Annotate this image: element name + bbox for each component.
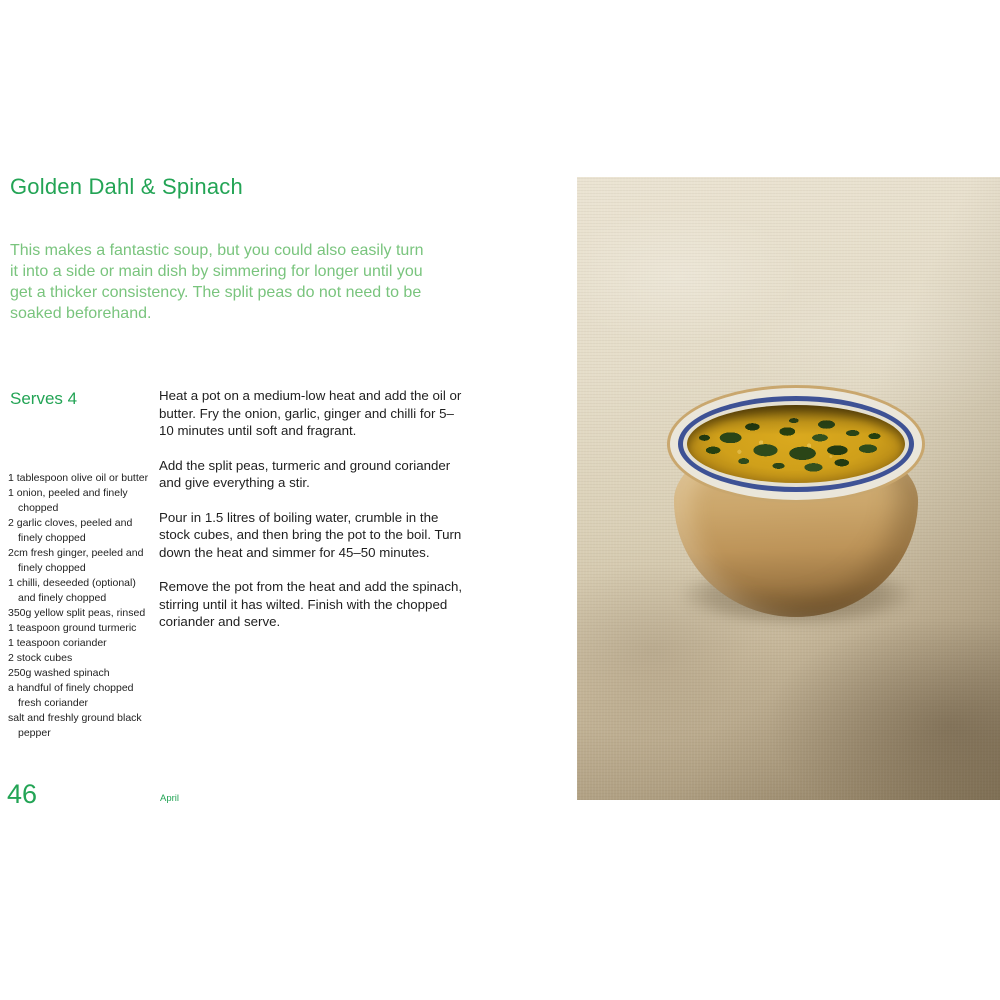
dahl-soup <box>687 405 905 483</box>
month-label: April <box>160 793 180 804</box>
ingredient-item: 1 onion, peeled and finely chopped <box>8 487 128 514</box>
method-paragraph: Add the split peas, turmeric and ground coriander and give everything a stir. <box>159 457 451 490</box>
ingredient-item: 1 teaspoon coriander <box>8 637 107 649</box>
ingredients-list <box>8 471 153 741</box>
method-paragraph: Pour in 1.5 litres of boiling water, crumble in the stock cubes, and then bring the pot to the boil. Turn down the heat and simmer for 45–50 minutes. <box>159 509 462 560</box>
method-paragraph: Remove the pot from the heat and add the spinach, stirring until it has wilted. Finish with the chopped coriander and serve. <box>159 579 463 629</box>
ingredient-item: 1 teaspoon ground turmeric <box>8 622 137 634</box>
method-paragraph: Heat a pot on a medium-low heat and add the oil or butter. Fry the onion, garlic, ginger and chilli for 5–10 minutes until soft and fragrant. <box>159 388 462 438</box>
ingredient-item: 2 garlic cloves, peeled and finely chopped <box>8 517 133 544</box>
method-steps <box>159 387 467 648</box>
ingredient-item: salt and freshly ground black pepper <box>8 712 142 739</box>
ingredient-item: 1 tablespoon olive oil or butter <box>8 472 149 484</box>
dahl-bowl <box>667 385 925 617</box>
bowl-rim <box>667 385 925 503</box>
ingredient-item: a handful of finely chopped fresh coriander <box>8 682 134 709</box>
ingredient-item: 1 chilli, deseeded (optional) and finely chopped <box>8 577 136 604</box>
page-number: 46 <box>7 779 38 809</box>
ingredient-item: 2cm fresh ginger, peeled and finely chopped <box>8 547 144 574</box>
ingredient-item: 350g yellow split peas, rinsed <box>8 607 146 619</box>
serves-label: Serves 4 <box>10 389 78 408</box>
recipe-intro: This makes a fantastic soup, but you could also easily turn it into a side or main dish by simmering for longer until you get a thicker consistency. The split peas do not need to be soaked beforehand. <box>10 242 424 322</box>
ingredient-item: 250g washed spinach <box>8 667 110 679</box>
recipe-photo <box>577 177 1000 800</box>
ingredient-item: 2 stock cubes <box>8 652 73 664</box>
recipe-title: Golden Dahl & Spinach <box>10 174 243 199</box>
